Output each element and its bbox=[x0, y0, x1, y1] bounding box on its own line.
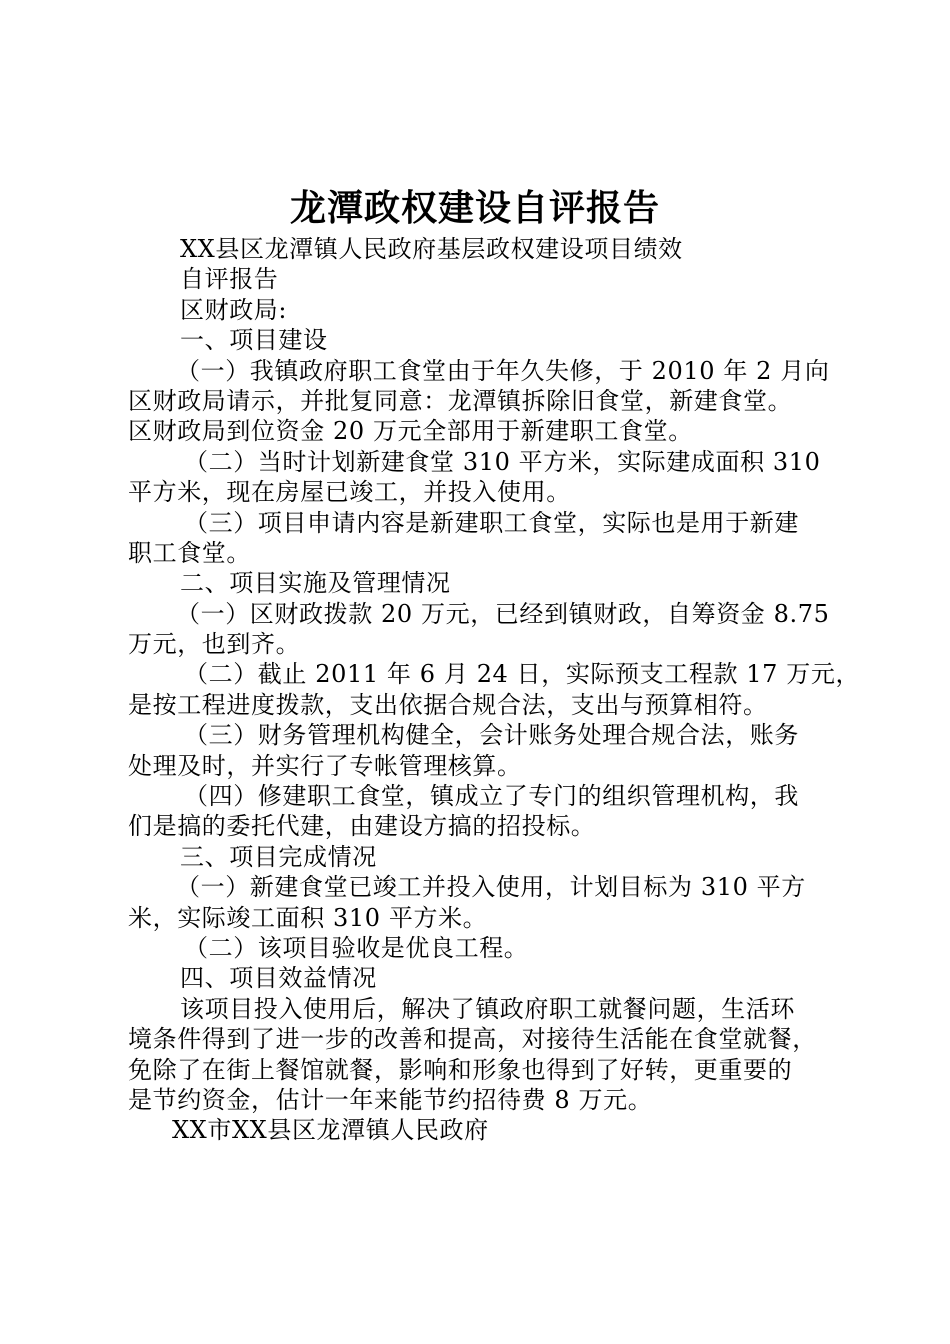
text-line: 处理及时，并实行了专帐管理核算。 bbox=[128, 751, 522, 780]
text-line: 一、项目建设 bbox=[180, 326, 328, 355]
text-line: （二）截止 2011 年 6 月 24 日，实际预支工程款 17 万元， bbox=[184, 660, 861, 689]
text-line: 平方米，现在房屋已竣工，并投入使用。 bbox=[128, 478, 571, 507]
text-line: （三）项目申请内容是新建职工食堂，实际也是用于新建 bbox=[184, 508, 799, 537]
text-line: 二、项目实施及管理情况 bbox=[180, 569, 451, 598]
text-line: 区财政局到位资金 20 万元全部用于新建职工食堂。 bbox=[128, 417, 693, 446]
text-line: （二）该项目验收是优良工程。 bbox=[184, 933, 529, 962]
text-line: 三、项目完成情况 bbox=[180, 842, 377, 871]
text-line: 是按工程进度拨款，支出依据合规合法，支出与预算相符。 bbox=[128, 690, 768, 719]
document-body bbox=[128, 234, 861, 1146]
text-line: 四、项目效益情况 bbox=[180, 964, 377, 993]
text-line: 职工食堂。 bbox=[128, 538, 251, 567]
text-line: （三）财务管理机构健全，会计账务处理合规合法，账务 bbox=[184, 721, 799, 750]
text-line: （四）修建职工食堂，镇成立了专门的组织管理机构，我 bbox=[184, 782, 799, 811]
text-line: 米，实际竣工面积 310 平方米。 bbox=[128, 903, 488, 932]
text-line: XX市XX县区龙潭镇人民政府 bbox=[172, 1116, 489, 1145]
text-line: （一）新建食堂已竣工并投入使用，计划目标为 310 平方 bbox=[176, 873, 806, 902]
text-line: 境条件得到了进一步的改善和提高，对接待生活能在食堂就餐， bbox=[128, 1025, 817, 1054]
text-line: （二）当时计划新建食堂 310 平方米，实际建成面积 310 bbox=[184, 447, 821, 476]
text-line: 免除了在街上餐馆就餐，影响和形象也得到了好转，更重要的 bbox=[128, 1055, 793, 1084]
text-line: 区财政局: bbox=[180, 295, 288, 324]
text-line: 是节约资金，估计一年来能节约招待费 8 万元。 bbox=[128, 1085, 653, 1114]
text-line: （一）我镇政府职工食堂由于年久失修，于 2010 年 2 月向 bbox=[176, 356, 830, 385]
text-line: 们是搞的委托代建，由建设方搞的招投标。 bbox=[128, 812, 596, 841]
text-line: 区财政局请示，并批复同意：龙潭镇拆除旧食堂，新建食堂。 bbox=[128, 386, 793, 415]
text-line: 该项目投入使用后，解决了镇政府职工就餐问题，生活环 bbox=[180, 994, 795, 1023]
text-line: 自评报告 bbox=[180, 265, 279, 294]
text-line: （一）区财政拨款 20 万元，已经到镇财政，自筹资金 8.75 bbox=[176, 599, 830, 628]
text-line: 万元，也到齐。 bbox=[128, 630, 301, 659]
document-title: 龙潭政权建设自评报告 bbox=[289, 187, 660, 229]
text-line: XX县区龙潭镇人民政府基层政权建设项目绩效 bbox=[180, 235, 683, 263]
